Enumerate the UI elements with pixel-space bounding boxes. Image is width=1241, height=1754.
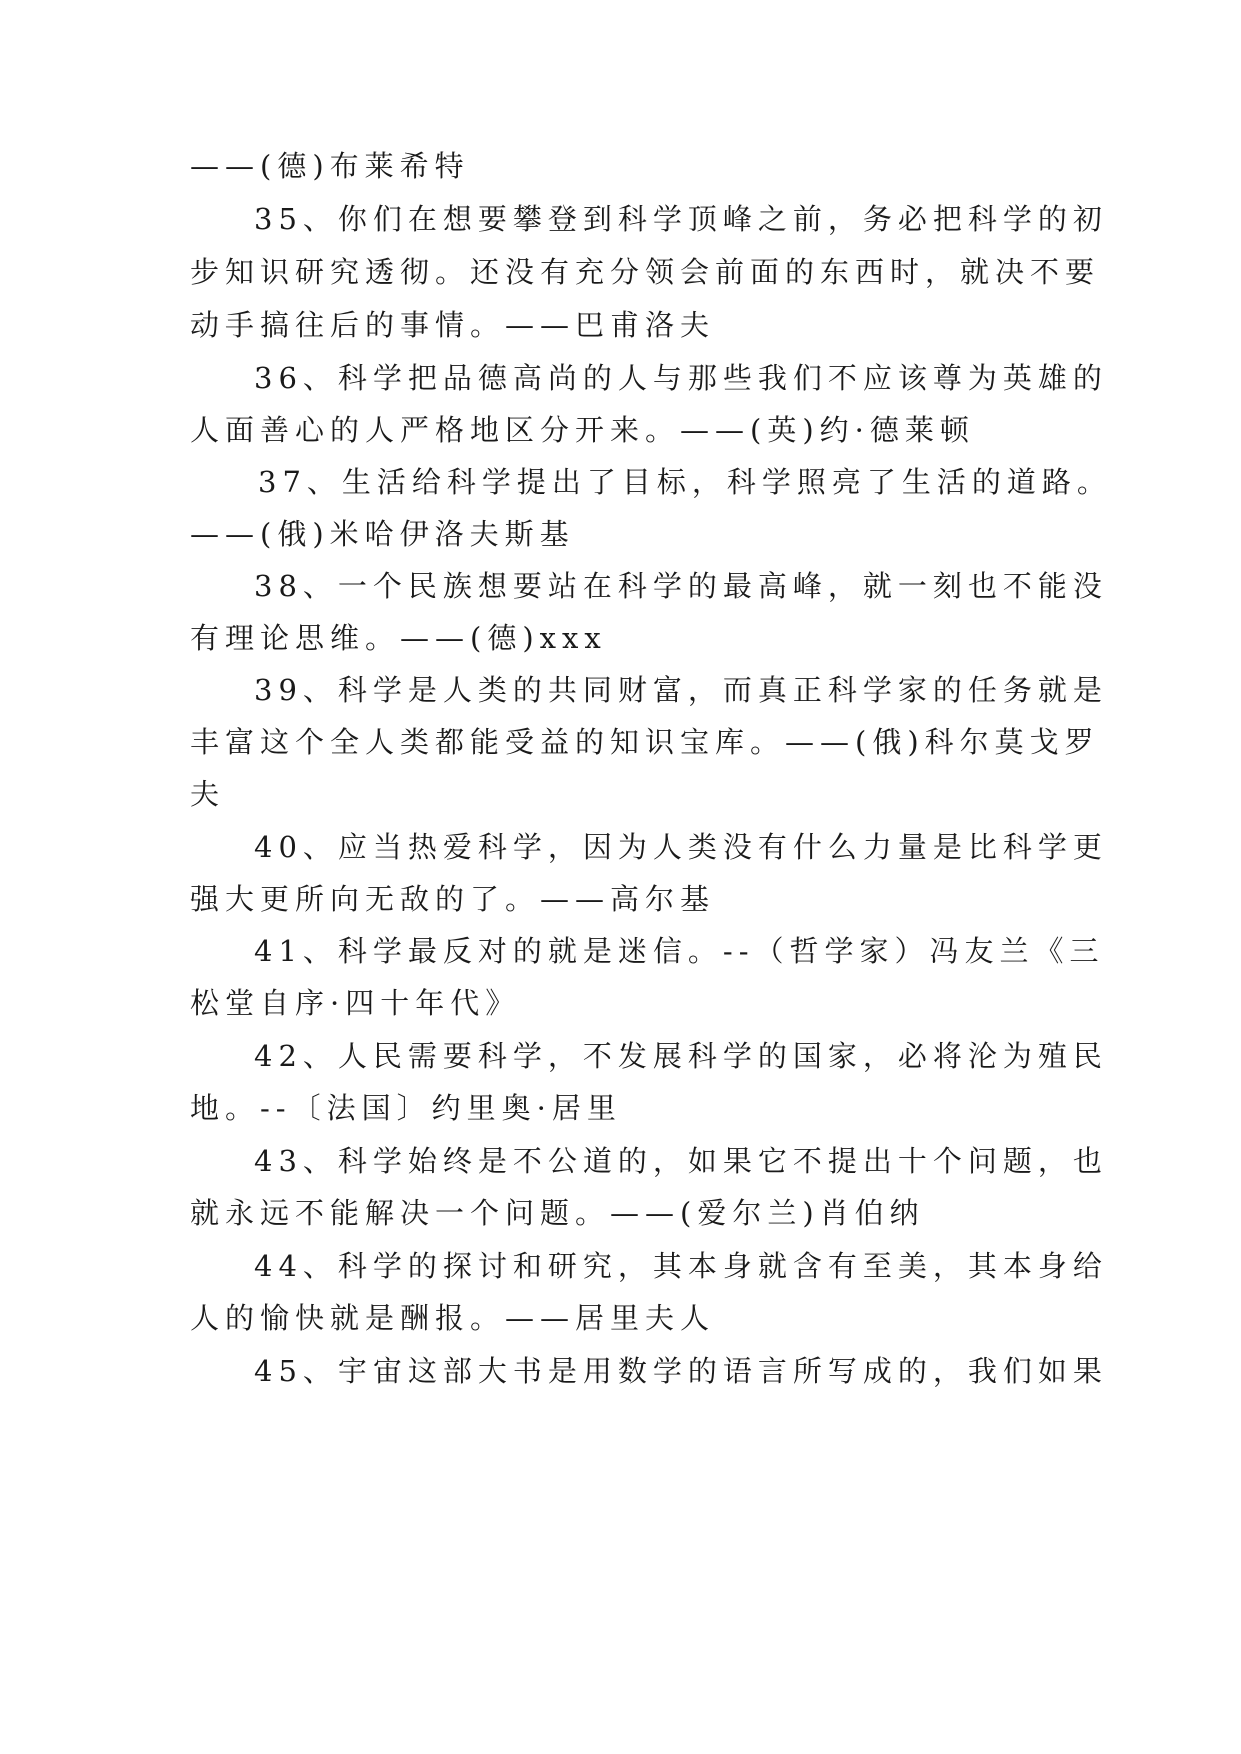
quote-35-line-3: 动手搞往后的事情。——巴甫洛夫 [190, 308, 716, 342]
quote-37-line-1: 37、生活给科学提出了目标，科学照亮了生活的道路。 [258, 465, 1112, 499]
quote-40-line-1: 40、应当热爱科学，因为人类没有什么力量是比科学更 [254, 830, 1108, 864]
quote-43-line-1: 43、科学始终是不公道的，如果它不提出十个问题，也 [254, 1144, 1108, 1178]
quote-43-line-2: 就永远不能解决一个问题。——(爱尔兰)肖伯纳 [190, 1196, 925, 1230]
quote-42-line-2: 地。--〔法国〕约里奥·居里 [190, 1091, 622, 1125]
quote-attribution-line: ——(德)布莱希特 [190, 149, 470, 183]
quote-44-line-2: 人的愉快就是酬报。——居里夫人 [190, 1301, 716, 1335]
quote-39-line-1: 39、科学是人类的共同财富，而真正科学家的任务就是 [254, 673, 1108, 707]
quote-44-line-1: 44、科学的探讨和研究，其本身就含有至美，其本身给 [254, 1249, 1108, 1283]
quote-39-line-3: 夫 [190, 777, 226, 811]
quote-42-line-1: 42、人民需要科学，不发展科学的国家，必将沦为殖民 [254, 1039, 1108, 1073]
quote-35-line-1: 35、你们在想要攀登到科学顶峰之前，务必把科学的初 [254, 202, 1108, 236]
quote-35-line-2: 步知识研究透彻。还没有充分领会前面的东西时，就决不要 [190, 255, 1101, 289]
quote-37-line-2: ——(俄)米哈伊洛夫斯基 [190, 517, 575, 551]
quote-36-line-2: 人面善心的人严格地区分开来。——(英)约·德莱顿 [190, 413, 975, 447]
quote-39-line-2: 丰富这个全人类都能受益的知识宝库。——(俄)科尔莫戈罗 [190, 725, 1100, 759]
quote-45-line-1: 45、宇宙这部大书是用数学的语言所写成的，我们如果 [254, 1354, 1108, 1388]
quote-38-line-1: 38、一个民族想要站在科学的最高峰，就一刻也不能没 [254, 569, 1108, 603]
quote-36-line-1: 36、科学把品德高尚的人与那些我们不应该尊为英雄的 [254, 361, 1108, 395]
quote-41-line-2: 松堂自序·四十年代》 [190, 986, 521, 1020]
quote-40-line-2: 强大更所向无敌的了。——高尔基 [190, 882, 716, 916]
quote-38-line-2: 有理论思维。——(德)xxx [190, 621, 607, 655]
quote-41-line-1: 41、科学最反对的就是迷信。--（哲学家）冯友兰《三 [254, 934, 1105, 968]
